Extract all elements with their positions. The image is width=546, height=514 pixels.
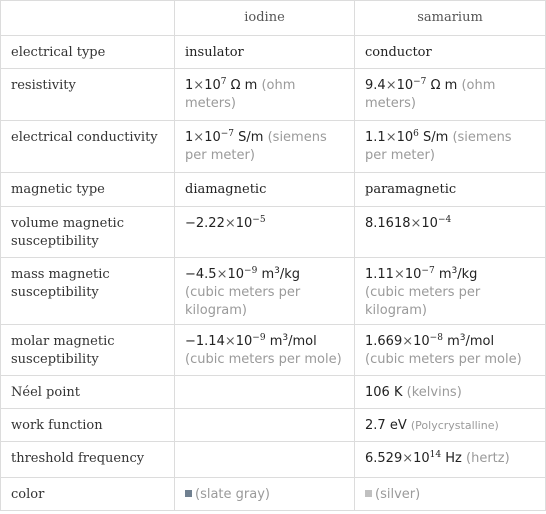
row-molar-susceptibility (1, 325, 546, 376)
mantissa: 1 (185, 78, 194, 93)
times-sign: × (393, 267, 405, 282)
unit: Ω m (430, 78, 458, 93)
row-threshold-frequency (1, 442, 546, 478)
exponent: −7 (220, 129, 235, 139)
unit-base: m (438, 267, 452, 282)
samarium-value: conductor (355, 36, 546, 69)
row-label: resistivity (1, 69, 175, 121)
mantissa: 1.11 (365, 267, 394, 282)
iodine-value: diamagnetic (175, 173, 355, 207)
times-sign: × (193, 78, 205, 93)
exponent: −7 (421, 266, 435, 276)
color-swatch (185, 490, 192, 497)
samarium-value (355, 478, 546, 511)
value: 2.7 (365, 418, 386, 433)
row-label: electrical type (1, 36, 175, 69)
exponent: −4 (437, 215, 452, 225)
unit-exponent: 3 (451, 266, 458, 276)
base-ten: 10 (404, 267, 422, 282)
unit-tail: /kg (279, 267, 301, 282)
mantissa: 1.669 (365, 334, 403, 349)
unit: S/m (238, 130, 264, 145)
base-ten: 10 (204, 78, 221, 93)
base-ten: 10 (204, 130, 221, 145)
unit-note: (cubic meters per mole) (365, 352, 522, 367)
base-ten: 10 (235, 334, 253, 349)
samarium-value: paramagnetic (355, 173, 546, 207)
unit-base: m (447, 334, 460, 349)
times-sign: × (385, 78, 397, 93)
row-label: molar magnetic susceptibility (1, 325, 175, 376)
unit-note: (ohm meters) (185, 78, 296, 111)
base-ten: 10 (227, 267, 245, 282)
mantissa: −1.14 (185, 334, 225, 349)
unit-note: (siemens per meter) (185, 130, 327, 163)
base-ten: 10 (413, 451, 430, 466)
samarium-value (355, 69, 546, 121)
unit-note: (siemens per meter) (365, 130, 512, 163)
unit (261, 267, 300, 282)
value: 106 (365, 385, 390, 400)
unit-tail: /kg (457, 267, 478, 282)
row-color (1, 478, 546, 511)
row-label: volume magnetic susceptibility (1, 207, 175, 258)
unit: S/m (423, 130, 449, 145)
mantissa: 1.1 (365, 130, 386, 145)
header-samarium: samarium (355, 1, 546, 36)
exponent: 14 (429, 450, 442, 460)
unit-exponent: 3 (274, 266, 280, 276)
row-mass-susceptibility (1, 258, 546, 325)
samarium-value (355, 376, 546, 409)
base-ten: 10 (235, 216, 253, 231)
unit-exponent: 3 (459, 333, 466, 343)
row-label: color (1, 478, 175, 511)
samarium-value (355, 409, 546, 442)
unit-base: m (261, 267, 275, 282)
unit-note: (cubic meters per kilogram) (365, 285, 481, 318)
unit (447, 334, 494, 349)
mantissa: −4.5 (185, 267, 217, 282)
color-name: (silver) (375, 487, 421, 502)
header-iodine: iodine (175, 1, 355, 36)
row-label: magnetic type (1, 173, 175, 207)
row-label: electrical conductivity (1, 121, 175, 173)
samarium-value (355, 121, 546, 173)
row-label: threshold frequency (1, 442, 175, 478)
unit-note: (cubic meters per mole) (185, 352, 342, 367)
times-sign: × (410, 216, 422, 231)
iodine-value-empty (175, 442, 355, 478)
iodine-value (175, 325, 355, 376)
unit-note: (cubic meters per kilogram) (185, 285, 301, 318)
exponent: 7 (220, 77, 227, 87)
times-sign: × (193, 130, 205, 145)
unit: eV (389, 418, 407, 433)
mantissa: −2.22 (185, 216, 225, 231)
mantissa: 1 (185, 130, 194, 145)
times-sign: × (385, 130, 397, 145)
unit-tail: /mol (465, 334, 495, 349)
exponent: −5 (252, 215, 266, 225)
unit-tail: /mol (288, 334, 317, 349)
unit-exponent: 3 (282, 333, 289, 343)
iodine-value (175, 121, 355, 173)
row-neel-point (1, 376, 546, 409)
unit-note: (Polycrystalline) (410, 419, 499, 432)
samarium-value (355, 442, 546, 478)
unit: Hz (445, 451, 462, 466)
row-electrical-conductivity (1, 121, 546, 173)
iodine-value-empty (175, 376, 355, 409)
times-sign: × (216, 267, 228, 282)
iodine-value (175, 207, 355, 258)
iodine-value-empty (175, 409, 355, 442)
iodine-value (175, 258, 355, 325)
unit (439, 267, 478, 282)
row-electrical-type (1, 36, 546, 69)
unit (270, 334, 317, 349)
exponent: −8 (429, 333, 443, 343)
unit-note: (hertz) (466, 451, 510, 466)
header-empty-cell (1, 1, 175, 36)
color-name: (slate gray) (195, 487, 270, 502)
times-sign: × (224, 334, 236, 349)
times-sign: × (402, 451, 414, 466)
exponent: −9 (252, 333, 266, 343)
row-volume-susceptibility (1, 207, 546, 258)
base-ten: 10 (396, 78, 414, 93)
iodine-value (175, 478, 355, 511)
samarium-value (355, 258, 546, 325)
header-row (1, 1, 546, 36)
unit-note: (ohm meters) (365, 78, 496, 111)
iodine-value: insulator (175, 36, 355, 69)
unit: Ω m (230, 78, 258, 93)
unit-note: (kelvins) (406, 385, 462, 400)
row-resistivity (1, 69, 546, 121)
iodine-value (175, 69, 355, 121)
mantissa: 8.1618 (365, 216, 411, 231)
mantissa: 9.4 (365, 78, 386, 93)
row-label: Néel point (1, 376, 175, 409)
unit-base: m (269, 334, 283, 349)
base-ten: 10 (396, 130, 414, 145)
row-label: work function (1, 409, 175, 442)
row-magnetic-type (1, 173, 546, 207)
samarium-value (355, 207, 546, 258)
mantissa: 6.529 (365, 451, 403, 466)
exponent: 6 (413, 129, 419, 139)
exponent: −9 (244, 266, 258, 276)
unit: K (393, 385, 403, 400)
times-sign: × (224, 216, 236, 231)
samarium-value (355, 325, 546, 376)
exponent: −7 (413, 77, 427, 87)
color-swatch (365, 490, 372, 497)
base-ten: 10 (421, 216, 438, 231)
times-sign: × (402, 334, 414, 349)
row-label: mass magnetic susceptibility (1, 258, 175, 325)
row-work-function (1, 409, 546, 442)
base-ten: 10 (413, 334, 430, 349)
